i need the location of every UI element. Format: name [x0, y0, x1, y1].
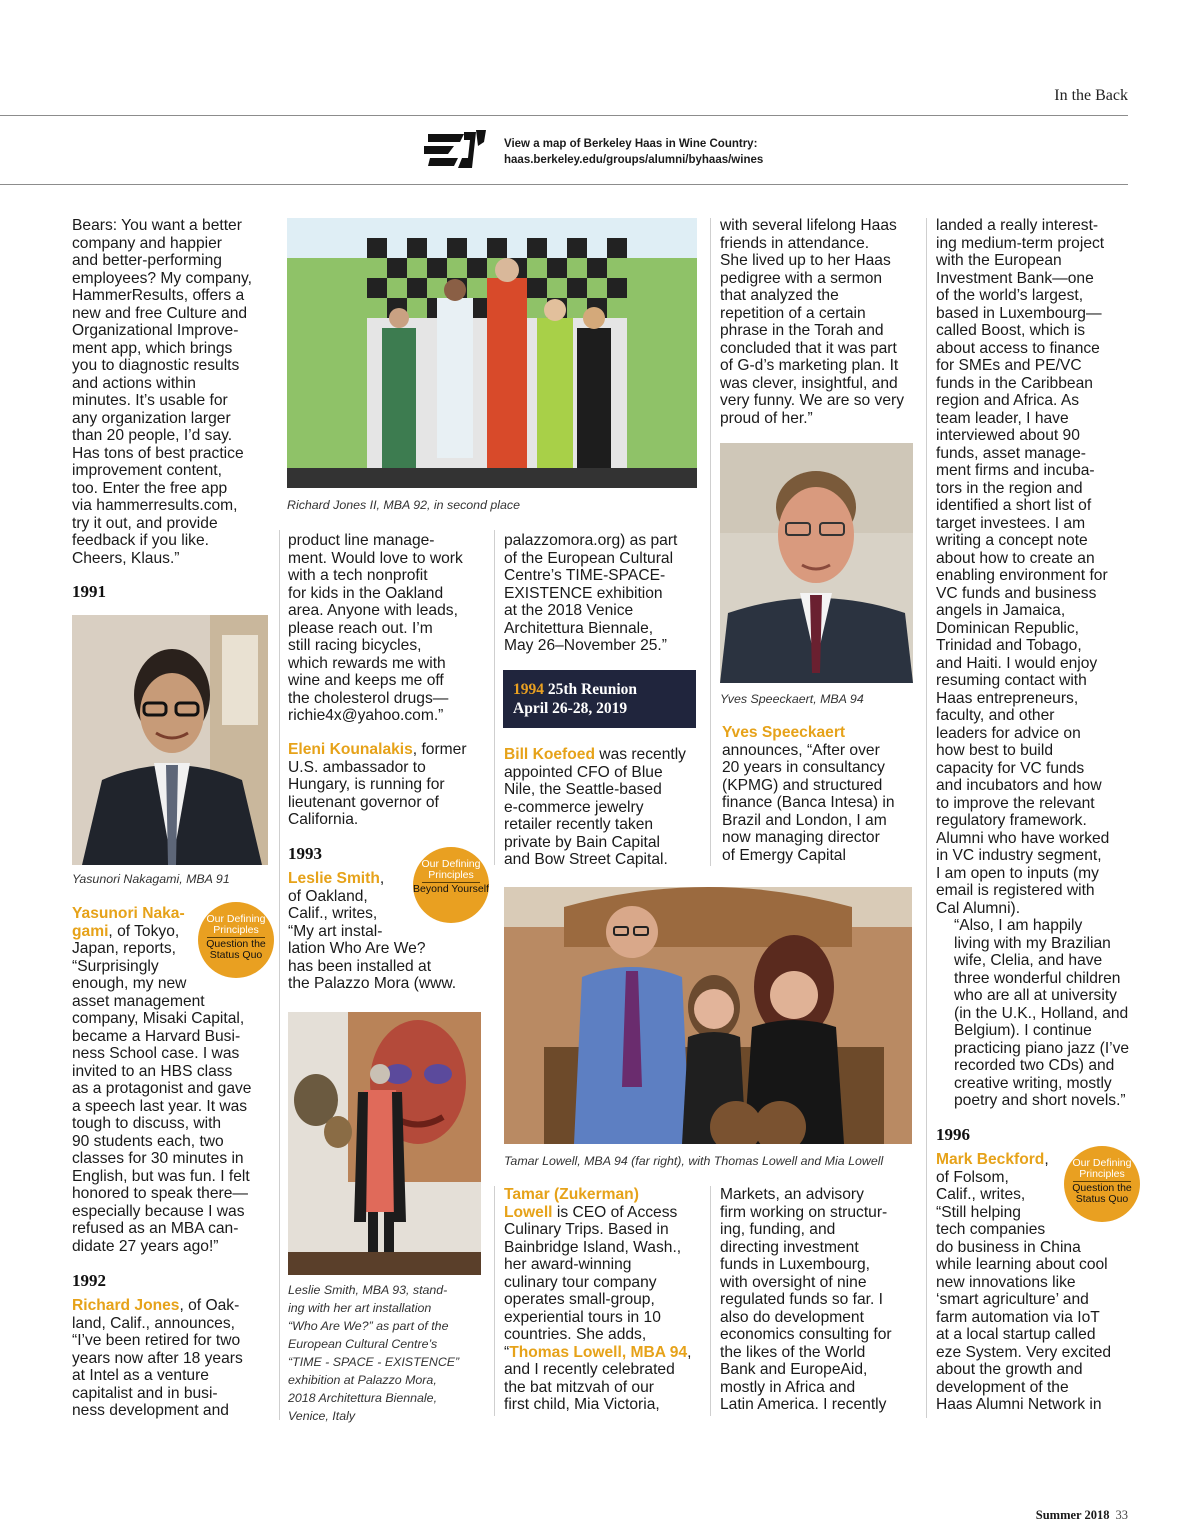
name-lowell: Tamar (Zukerman) [504, 1186, 639, 1203]
text-line: private by Bain Capital [504, 833, 661, 851]
text-line: writing a concept note [936, 532, 1088, 549]
text-line: company, Misaki Capital, [72, 1010, 245, 1027]
text-line: (KPMG) and structured [722, 776, 883, 794]
text-line: at Intel as a venture [72, 1367, 209, 1384]
text-line: culinary tour company [504, 1273, 657, 1291]
text-line: ment app, which brings [72, 339, 233, 357]
text-line: became a Harvard Busi- [72, 1027, 241, 1045]
text-line: please reach out. I’m [288, 619, 433, 637]
text-line: of the European Cultural [504, 549, 674, 567]
text-line: and I recently celebrated [504, 1361, 675, 1378]
text-line: with the European [936, 252, 1062, 269]
text-line: tors in the region and [936, 479, 1083, 497]
text-line: and better-performing [72, 252, 222, 269]
map-link-url[interactable]: haas.berkeley.edu/groups/alumni/byhaas/wines [504, 154, 764, 166]
text-line: new and free Culture and [72, 304, 248, 322]
text-line: of the world’s largest, [936, 287, 1084, 304]
year-heading-1991: 1991 [72, 582, 106, 601]
text-line: “I’ve been retired for two [72, 1332, 241, 1349]
text-line: funds, asset manage- [936, 444, 1086, 462]
text-line: who are all at university [954, 987, 1117, 1004]
text-line: new innovations like [936, 1273, 1076, 1291]
text-line: capacity for VC funds [936, 759, 1085, 777]
text-line: ing with her art installation [288, 1301, 432, 1315]
text-line: invited to an HBS class [72, 1062, 233, 1080]
text-line: of G-d’s marketing plan. It [720, 357, 899, 374]
text-line: of Folsom, [936, 1168, 1009, 1186]
text-line: (in the U.K., Holland, and [954, 1004, 1129, 1022]
badge-beyond-yourself: Our Defining Principles Beyond Yourself [413, 847, 489, 923]
text-line: Leslie Smith, MBA 93, stand- [288, 1283, 448, 1297]
text-line: about the growth and [936, 1361, 1083, 1378]
column-divider [494, 1186, 495, 1416]
text-line: I am open to inputs (my [936, 864, 1099, 882]
text-line: Latin America. I recently [720, 1396, 887, 1413]
text-line: enough, my new [72, 975, 187, 992]
text-line: Calif., writes, [288, 905, 378, 922]
text-line: target investees. I am [936, 514, 1086, 532]
page-number: 33 [1115, 1508, 1128, 1522]
text-line: Haas Alumni Network in [936, 1396, 1102, 1413]
name-jones: Richard Jones [72, 1297, 180, 1314]
text-line: Venice, Italy [288, 1409, 356, 1423]
text-line: Nile, the Seattle-based [504, 781, 662, 798]
text-line: Calif., writes, [936, 1186, 1026, 1203]
text-line: and Haiti. I would enjoy [936, 654, 1098, 672]
text-line: concluded that it was part [720, 339, 897, 357]
name-koefoed: Bill Koefoed [504, 746, 595, 763]
wine-map-link[interactable] [424, 126, 924, 174]
text-line: “Surprisingly [72, 957, 159, 975]
text-line: “Also, I am happily [954, 917, 1083, 934]
text-line: landed a really interest- [936, 217, 1099, 234]
text-line: “Who Are We?” as part of the [288, 1319, 449, 1333]
text-line: email is registered with [936, 882, 1095, 899]
text-line: employees? My company, [72, 269, 252, 287]
text-line: refused as an MBA can- [72, 1220, 239, 1237]
entry-nakagami: Yasunori Naka- gami, of Tokyo, Japan, reports, “Surprisingly enough, my new asset management company, Misaki Capital, became a Harvard Busi- ness School case. I was invited to an HBS class as a protagonist and gave a speech last year. It was tough to discuss, with 90 students each, two classes for 30 minutes in English, but was fun. I felt honored to speak there— especially because I was refused as an MBA can- didate 27 years ago!” [72, 905, 268, 1255]
text-line: angels in Jamaica, [936, 602, 1066, 619]
text-line: wine and keeps me off [288, 672, 444, 689]
photo-nakagami [72, 615, 268, 865]
column-divider [279, 530, 280, 1420]
text-line: Brazil and London, I am [722, 811, 887, 829]
text-line: while learning about cool [936, 1256, 1108, 1273]
name-smith: Leslie Smith [288, 870, 380, 887]
text-line: “TIME - SPACE - EXISTENCE” [288, 1355, 460, 1369]
text-line: announces, “After over [722, 741, 880, 759]
header-rule-top [0, 115, 1128, 116]
text-line: Trinidad and Tobago, [936, 637, 1082, 654]
text-line: to improve the relevant [936, 794, 1095, 812]
text-line: resuming contact with [936, 672, 1087, 689]
text-line: tech companies [936, 1221, 1046, 1238]
entry-lowell: Tamar (Zukerman) Lowell is CEO of Access Culinary Trips. Based in Bainbridge Island, Wash., her award-winning culinary tour company operates small-group, experiential tours in 10 countries. She adds, “Thomas Lowell, MBA 94, and I recently celebrated the bat mitzvah of our first child, Mia Victoria, [504, 1186, 700, 1414]
page-footer [1036, 1508, 1128, 1523]
text-line: at the 2018 Venice [504, 602, 634, 619]
column-divider [710, 1186, 711, 1416]
text-line: a speech last year. It was [72, 1097, 248, 1115]
text-line: that analyzed the [720, 287, 839, 304]
text-line: ing medium-term project [936, 234, 1105, 252]
text-line: farm automation via IoT [936, 1308, 1100, 1326]
text-line: finance (Banca Intesa) in [722, 794, 895, 811]
text-line: practicing piano jazz (I’ve [954, 1039, 1130, 1057]
text-line: especially because I was [72, 1202, 245, 1220]
text-line: Bears: You want a better [72, 217, 242, 234]
text-line: with a tech nonprofit [288, 567, 428, 584]
badge-question-status-quo-1: Our Defining Principles Question the Status Quo [198, 902, 274, 978]
text-line: ‘smart agriculture’ and [936, 1291, 1089, 1308]
text-line: leaders for advice on [936, 724, 1081, 742]
text-line: three wonderful children [954, 969, 1121, 987]
text-line: 90 students each, two [72, 1132, 224, 1150]
text-line: richie4x@yahoo.com.” [288, 707, 444, 724]
column-divider [926, 218, 927, 1418]
text-line: Japan, reports, [72, 940, 177, 957]
text-line: exhibition at Palazzo Mora, [288, 1373, 437, 1387]
entry-smith-continued [504, 532, 700, 655]
text-line: 2018 Architettura Biennale, [288, 1391, 438, 1405]
text-line: asset management [72, 992, 205, 1010]
text-line: region and Africa. As [936, 392, 1080, 409]
name-lowell-b: Lowell [504, 1203, 553, 1221]
text-line: firm working on structur- [720, 1203, 888, 1221]
text-line: e-commerce jewelry [504, 798, 644, 816]
text-line: also do development [720, 1308, 864, 1326]
text-line: proud of her.” [720, 409, 813, 427]
text-line: funds in the Caribbean [936, 374, 1093, 392]
text-line: ness School case. I was [72, 1045, 240, 1062]
text-line: “Still helping [936, 1203, 1021, 1221]
text-line: Organizational Improve- [72, 322, 239, 339]
section-label: In the Back [1054, 87, 1128, 104]
text-line: Bank and EuropeAid, [720, 1361, 868, 1378]
text-line: operates small-group, [504, 1291, 655, 1308]
text-line: Cal Alumni). [936, 899, 1021, 917]
text-line: interviewed about 90 [936, 427, 1080, 444]
entry-lowell-continued [720, 217, 916, 427]
entry-jones: Richard Jones, of Oak- land, Calif., announces, “I’ve been retired for two years now after 18 years at Intel as a venture capitalist and in busi- ness development and [72, 1297, 268, 1420]
text-line: the bat mitzvah of our [504, 1378, 654, 1396]
text-line: how best to build [936, 742, 1054, 759]
entry-speeckaert-continued [936, 217, 1132, 1110]
text-line: of Emergy Capital [722, 846, 846, 864]
photo-lowell-family [504, 887, 912, 1144]
text-line: California. [288, 811, 359, 828]
text-line: honored to speak there— [72, 1185, 248, 1202]
text-line: EXISTENCE exhibition [504, 584, 663, 602]
text-line: European Cultural Centre’s [288, 1337, 438, 1351]
text-line: repetition of a certain [720, 304, 866, 322]
text-line: improvement content, [72, 462, 222, 479]
name-speeckaert: Yves Speeckaert [722, 724, 846, 741]
text-line: Cheers, Klaus.” [72, 549, 180, 567]
text-line: and incubators and how [936, 777, 1102, 794]
text-line: Hungary, is running for [288, 776, 445, 793]
text-line: feedback if you like. [72, 532, 209, 549]
text-line: still racing bicycles, [288, 637, 422, 654]
text-line: about how to create an [936, 549, 1095, 567]
text-line: funds in Luxembourg, [720, 1256, 870, 1273]
text-line: Belgium). I continue [954, 1022, 1092, 1039]
text-line: appointed CFO of Blue [504, 763, 663, 781]
name-thomas-lowell: Thomas Lowell, MBA 94 [509, 1343, 688, 1361]
text-line: Markets, an advisory [720, 1186, 864, 1203]
text-line: Architettura Biennale, [504, 619, 654, 637]
text-line: directing investment [720, 1238, 859, 1256]
year-heading-1996: 1996 [936, 1125, 970, 1144]
text-line: lation Who Are We? [288, 940, 426, 957]
text-line: very funny. We are so very [720, 392, 905, 409]
text-line: of Oakland, [288, 887, 368, 905]
text-line: Alumni who have worked [936, 829, 1110, 847]
text-line: development of the [936, 1378, 1069, 1396]
text-line: which rewards me with [288, 654, 446, 672]
text-line: wife, Clelia, and have [954, 952, 1103, 969]
column-divider [710, 218, 711, 866]
text-line: has been installed at [288, 957, 432, 975]
text-line: you to diagnostic results [72, 357, 240, 374]
text-line: with oversight of nine [720, 1273, 867, 1291]
text-line: the likes of the World [720, 1343, 866, 1361]
text-line: with several lifelong Haas [720, 217, 897, 234]
text-line: now managing director [722, 829, 880, 846]
text-line: regulatory framework. [936, 812, 1087, 829]
text-line: didate 27 years ago!” [72, 1237, 219, 1255]
text-line: via hammerresults.com, [72, 497, 238, 514]
text-line: area. Anyone with leads, [288, 602, 458, 619]
text-line: Bainbridge Island, Wash., [504, 1238, 682, 1256]
header-rule-bottom [0, 184, 1128, 185]
text-line: minutes. It’s usable for [72, 392, 228, 409]
text-line: years now after 18 years [72, 1349, 243, 1367]
text-line: her award-winning [504, 1256, 632, 1273]
text-line: company and happier [72, 234, 222, 252]
text-line: VC funds and business [936, 584, 1097, 602]
text-line: pedigree with a sermon [720, 269, 883, 287]
text-line: creative writing, mostly [954, 1074, 1112, 1092]
year-heading-1992: 1992 [72, 1271, 106, 1290]
text-line: mostly in Africa and [720, 1378, 856, 1396]
text-line: “My art instal- [288, 922, 383, 940]
text-line: May 26–November 25.” [504, 637, 667, 654]
text-line: enabling environment for [936, 567, 1108, 584]
text-line: any organization larger [72, 409, 231, 427]
text-line: in VC industry segment, [936, 847, 1102, 864]
text-line: eze System. Very excited [936, 1343, 1112, 1361]
text-line: do business in China [936, 1238, 1081, 1256]
caption-speeckaert: Yves Speeckaert, MBA 94 [720, 692, 864, 706]
entry-lowell-end [720, 1186, 916, 1414]
text-line: lieutenant governor of [288, 793, 439, 811]
text-line: poetry and short novels.” [954, 1092, 1126, 1109]
photo-smith-installation [288, 1012, 481, 1275]
text-line: Has tons of best practice [72, 444, 244, 462]
column-1 [72, 217, 268, 567]
name-beckford: Mark Beckford [936, 1151, 1045, 1168]
text-line: 20 years in consultancy [722, 759, 885, 776]
text-line: ing, funding, and [720, 1221, 836, 1238]
badge-question-status-quo-2: Our Defining Principles Question the Status Quo [1064, 1146, 1140, 1222]
entry-jones-continued [288, 532, 484, 725]
map-link-text: View a map of Berkeley Haas in Wine Country: [504, 138, 758, 150]
text-line: friends in attendance. [720, 234, 870, 252]
reunion-banner: 1994 25th Reunion April 26-28, 2019 [503, 670, 696, 728]
text-line: based in Luxembourg— [936, 304, 1102, 322]
text-line: Haas entrepreneurs, [936, 689, 1079, 707]
text-line: tough to discuss, with [72, 1115, 222, 1132]
text-line: about access to finance [936, 339, 1100, 357]
text-line: retailer recently taken [504, 816, 654, 833]
text-line: faculty, and other [936, 707, 1055, 724]
text-line: English, but was fun. I felt [72, 1167, 250, 1185]
text-line: U.S. ambassador to [288, 758, 426, 776]
magazine-issue: Summer 2018 [1035, 1508, 1110, 1522]
text-line: phrase in the Torah and [720, 322, 884, 339]
year-heading-1993: 1993 [288, 844, 322, 863]
text-line: too. Enter the free app [72, 479, 228, 497]
text-line: first child, Mia Victoria, [504, 1396, 660, 1413]
text-line: was clever, insightful, and [720, 374, 898, 392]
text-line: as a protagonist and gave [72, 1080, 252, 1097]
entry-beckford: Mark Beckford, of Folsom, Calif., writes, “Still helping tech companies do business in China while learning about cool new innovations like ‘smart agriculture’ and farm automation via IoT at a local startup called eze System. Very excited about the growth and development of the Haas Alumni Network in [936, 1151, 1132, 1414]
text-line: identified a short list of [936, 497, 1092, 514]
text-line: experiential tours in 10 [504, 1308, 661, 1326]
column-divider [494, 530, 495, 865]
text-line: ness development and [72, 1402, 229, 1419]
text-line: ment firms and incuba- [936, 462, 1095, 479]
text-line: countries. She adds, [504, 1326, 647, 1343]
text-line: living with my Brazilian [954, 934, 1111, 952]
name-nakagami: Yasunori Naka- [72, 905, 185, 922]
text-line: HammerResults, offers a [72, 287, 245, 304]
text-line: the Palazzo Mora (www. [288, 975, 457, 992]
text-line: Culinary Trips. Based in [504, 1221, 669, 1238]
text-line: Investment Bank—one [936, 269, 1094, 287]
caption-jones: Richard Jones II, MBA 92, in second place [287, 498, 521, 512]
text-line: at a local startup called [936, 1326, 1096, 1343]
text-line: the cholesterol drugs— [288, 689, 449, 707]
photo-jones-podium [287, 218, 697, 488]
text-line: try it out, and provide [72, 514, 218, 532]
entry-koefoed: Bill Koefoed was recently appointed CFO of Blue Nile, the Seattle-based e-commerce jewelry retailer recently taken private by Bain Capital and Bow Street Capital. [504, 746, 700, 869]
caption-lowell: Tamar Lowell, MBA 94 (far right), with Thomas Lowell and Mia Lowell [504, 1154, 884, 1168]
text-line: palazzomora.org) as part [504, 532, 678, 549]
text-line: She lived up to her Haas [720, 252, 891, 269]
text-line: and Bow Street Capital. [504, 851, 668, 868]
text-line: Centre’s TIME-SPACE- [504, 567, 666, 584]
text-line: than 20 people, I’d say. [72, 427, 233, 444]
caption-smith [288, 1281, 483, 1425]
text-line: land, Calif., announces, [72, 1314, 235, 1332]
text-line: for SMEs and PE/VC [936, 357, 1082, 374]
text-line: capitalist and in busi- [72, 1384, 218, 1402]
wine-country-map-logo-icon [424, 128, 488, 172]
entry-smith: Leslie Smith, of Oakland, Calif., writes, “My art instal- lation Who Are We? has been installed at the Palazzo Mora (www. [288, 870, 484, 993]
text-line: called Boost, which is [936, 322, 1086, 339]
text-line: recorded two CDs) and [954, 1057, 1115, 1074]
text-line: classes for 30 minutes in [72, 1150, 244, 1167]
text-line: ment. Would love to work [288, 549, 463, 567]
text-line: Dominican Republic, [936, 619, 1080, 637]
photo-speeckaert [720, 443, 913, 683]
entry-speeckaert [722, 724, 918, 864]
caption-nakagami: Yasunori Nakagami, MBA 91 [72, 872, 230, 886]
text-line: product line manage- [288, 532, 435, 549]
text-line: regulated funds so far. I [720, 1291, 883, 1308]
text-line: economics consulting for [720, 1326, 892, 1343]
name-nakagami-b: gami [72, 922, 109, 940]
text-line: team leader, I have [936, 409, 1069, 427]
name-kounalakis: Eleni Kounalakis [288, 741, 413, 758]
entry-kounalakis: Eleni Kounalakis, former U.S. ambassador to Hungary, is running for lieutenant governor of California. [288, 741, 484, 829]
text-line: and actions within [72, 374, 196, 392]
text-line: for kids in the Oakland [288, 584, 444, 602]
klaus-letter-end [72, 217, 268, 567]
